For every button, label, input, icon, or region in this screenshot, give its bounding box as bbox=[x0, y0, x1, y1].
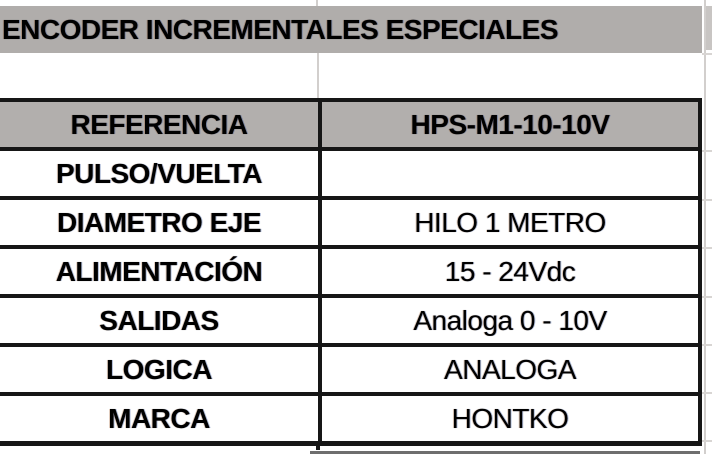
row-label-cell[interactable]: MARCA bbox=[108, 402, 210, 434]
gridline-stub bbox=[702, 392, 712, 394]
gridline-vertical-right bbox=[704, 0, 706, 454]
table-header-row bbox=[0, 102, 698, 151]
row-value-cell[interactable] bbox=[318, 151, 698, 196]
gridline-stub bbox=[702, 53, 712, 55]
gridline-stub bbox=[702, 150, 712, 152]
table-row bbox=[0, 298, 698, 347]
row-value-cell[interactable]: HONTKO bbox=[318, 396, 698, 441]
row-label-cell[interactable]: ALIMENTACIÓN bbox=[55, 255, 263, 287]
table-row bbox=[0, 200, 698, 249]
header-label-cell[interactable]: REFERENCIA bbox=[70, 108, 248, 140]
adjacent-cell-fill bbox=[706, 6, 712, 50]
gridline-stub bbox=[702, 199, 712, 201]
gridline-stub bbox=[702, 440, 712, 442]
table-row bbox=[0, 249, 698, 298]
table-row bbox=[0, 151, 698, 200]
table-row bbox=[0, 347, 698, 396]
column-divider-stub bbox=[316, 446, 320, 450]
row-value-cell[interactable]: 15 - 24Vdc bbox=[318, 249, 698, 294]
table-row bbox=[0, 396, 698, 441]
row-value-cell[interactable]: Analoga 0 - 10V bbox=[318, 298, 698, 343]
gridline-stub bbox=[702, 247, 712, 249]
row-label-cell[interactable]: DIAMETRO EJE bbox=[56, 206, 262, 238]
page-title: ENCODER INCREMENTALES ESPECIALES bbox=[2, 13, 558, 45]
row-value-cell[interactable]: ANALOGA bbox=[318, 347, 698, 392]
row-label-cell[interactable]: PULSO/VUELTA bbox=[55, 157, 263, 189]
row-label-cell[interactable]: LOGICA bbox=[106, 353, 212, 385]
row-value-cell[interactable]: HILO 1 METRO bbox=[318, 200, 698, 245]
spec-table bbox=[0, 98, 702, 446]
row-label-cell[interactable]: SALIDAS bbox=[99, 304, 219, 336]
gridline-vertical-middle bbox=[317, 53, 319, 98]
header-value-cell[interactable]: HPS-M1-10-10V bbox=[318, 102, 698, 147]
title-band-cell[interactable] bbox=[0, 6, 702, 53]
gridline-stub bbox=[702, 344, 712, 346]
gridline-stub bbox=[702, 296, 712, 298]
